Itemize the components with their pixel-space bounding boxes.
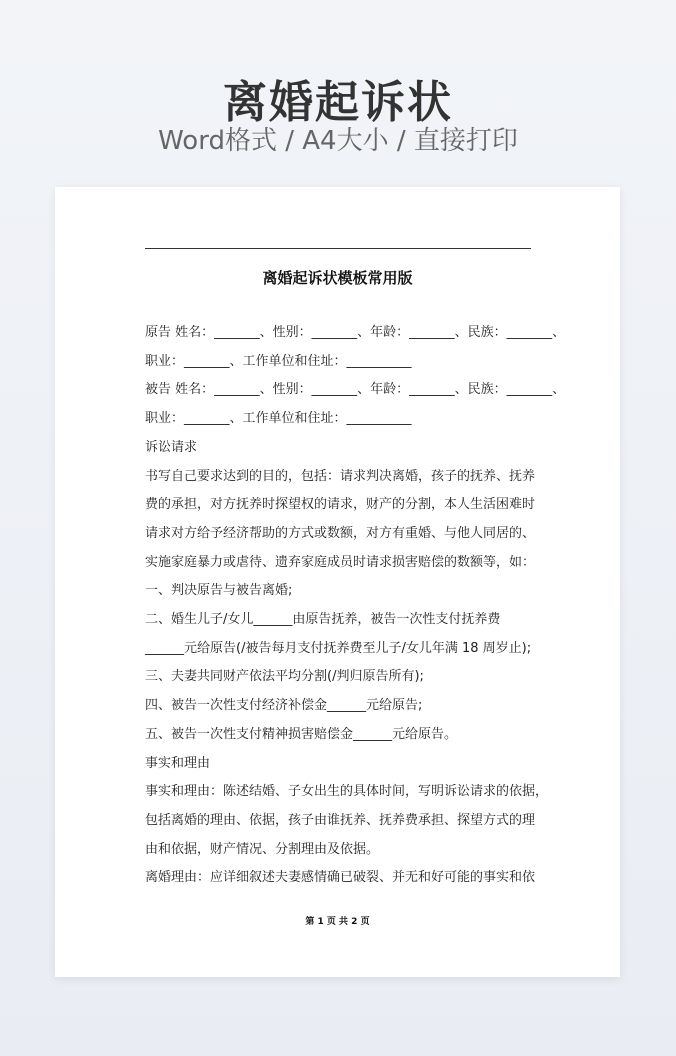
document-line: 职业：_______、工作单位和住址：__________ bbox=[145, 353, 412, 369]
page-number: 第 1 页 共 2 页 bbox=[305, 917, 370, 927]
document-line: 事实和理由 bbox=[145, 755, 211, 771]
document-line: 包括离婚的理由、依据，孩子由谁抚养、抚养费承担、探望方式的理 bbox=[145, 812, 536, 828]
document-line: 二、婚生儿子/女儿______由原告抚养，被告一次性支付抚养费 bbox=[145, 612, 501, 627]
document-line: 离婚理由：应详细叙述夫妻感情确已破裂、并无和好可能的事实和依 bbox=[145, 870, 536, 886]
document-title: 离婚起诉状模板常用版 bbox=[262, 269, 413, 287]
document-line: 被告 姓名：_______、性别：_______、年龄：_______、民族：_______、 bbox=[145, 382, 566, 398]
document-line: 请求对方给予经济帮助的方式或数额，对方有重婚、与他人同居的、 bbox=[145, 525, 536, 541]
document-line: 四、被告一次性支付经济补偿金______元给原告; bbox=[145, 698, 423, 714]
document-line: 三、夫妻共同财产依法平均分割(/判归原告所有); bbox=[145, 669, 424, 685]
document-line: 由和依据，财产情况、分割理由及依据。 bbox=[145, 841, 380, 857]
header-divider bbox=[145, 248, 531, 249]
document-line: 职业：_______、工作单位和住址：__________ bbox=[145, 411, 412, 427]
document-line: 事实和理由：陈述结婚、子女出生的具体时间，写明诉讼请求的依据， bbox=[145, 784, 549, 800]
document-line: ______元给原告(/被告每月支付抚养费至儿子/女儿年满 18 周岁止); bbox=[145, 640, 532, 656]
document-line: 书写自己要求达到的目的，包括：请求判决离婚，孩子的抚养、抚养 bbox=[145, 468, 536, 484]
document-line: 一、判决原告与被告离婚; bbox=[145, 583, 293, 599]
page-subtitle: Word格式 / A4大小 / 直接打印 bbox=[158, 126, 518, 156]
document-line: 五、被告一次性支付精神损害赔偿金______元给原告。 bbox=[145, 726, 458, 742]
document-page bbox=[55, 187, 620, 977]
page-title: 离婚起诉状 bbox=[223, 77, 453, 128]
document-line: 费的承担，对方抚养时探望权的请求，财产的分割，本人生活困难时 bbox=[145, 497, 536, 513]
document-line: 诉讼请求 bbox=[145, 439, 198, 455]
document-line: 实施家庭暴力或虐待、遗弃家庭成员时请求损害赔偿的数额等，如： bbox=[145, 554, 536, 570]
document-line: 原告 姓名：_______、性别：_______、年龄：_______、民族：_______、 bbox=[145, 325, 566, 340]
